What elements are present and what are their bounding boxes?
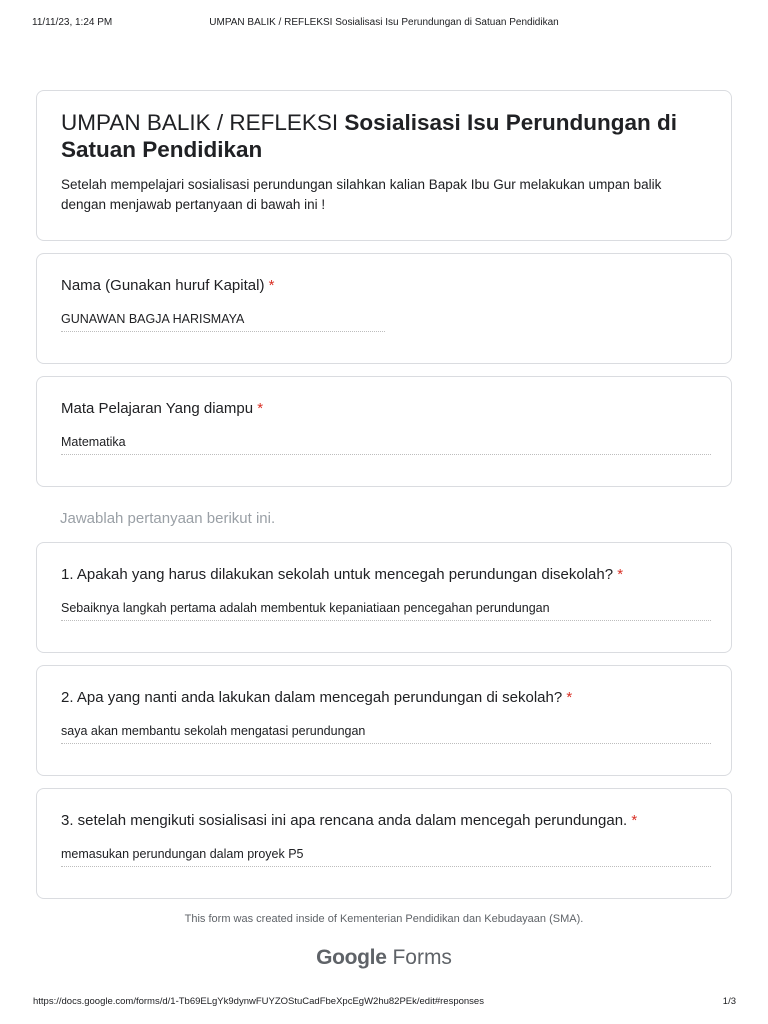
form-title: [61, 109, 707, 163]
print-url: https://docs.google.com/forms/d/1-Tb69ELgYk9dynwFUYZOStuCadFbeXpcEgW2hu82PEk/edit#responses: [33, 996, 484, 1007]
answer-field-q1[interactable]: Sebaiknya langkah pertama adalah membentuk kepaniatiaan pencegahan perundungan: [61, 599, 711, 621]
answer-field-q2[interactable]: saya akan membantu sekolah mengatasi perundungan: [61, 722, 711, 744]
required-asterisk: *: [566, 689, 573, 706]
answer-field-nama[interactable]: GUNAWAN BAGJA HARISMAYA: [61, 310, 385, 332]
question-label: Mata Pelajaran Yang diampu *: [61, 400, 264, 417]
question-label: Nama (Gunakan huruf Kapital) *: [61, 277, 275, 294]
google-logo-text: Google: [316, 946, 387, 969]
form-description-line: Setelah mempelajari sosialisasi perundungan silahkan kalian Bapak Ibu Gur melakukan umpan balik: [61, 177, 662, 192]
section-description: Jawablah pertanyaan berikut ini.: [60, 510, 276, 527]
question-card-2: [36, 665, 732, 776]
forms-logo-text: Forms: [392, 946, 452, 969]
question-label: 1. Apakah yang harus dilakukan sekolah untuk mencegah perundungan disekolah? *: [61, 566, 624, 583]
print-page-title: UMPAN BALIK / REFLEKSI Sosialisasi Isu Perundungan di Satuan Pendidikan: [209, 17, 559, 28]
form-description: [61, 175, 707, 215]
print-header: [0, 17, 768, 31]
question-label: 2. Apa yang nanti anda lakukan dalam mencegah perundungan di sekolah? *: [61, 689, 573, 706]
form-title-main: Sosialisasi Isu Perundungan di Satuan Pendidikan: [61, 110, 677, 162]
form-title-prefix: UMPAN BALIK / REFLEKSI: [61, 110, 345, 135]
question-card-3: [36, 788, 732, 899]
print-page-number: 1/3: [722, 996, 736, 1007]
required-asterisk: *: [257, 400, 264, 417]
question-label: 3. setelah mengikuti sosialisasi ini apa rencana anda dalam mencegah perundungan. *: [61, 812, 638, 829]
answer-field-q3[interactable]: memasukan perundungan dalam proyek P5: [61, 845, 711, 867]
answer-field-mata-pelajaran[interactable]: Matematika: [61, 433, 711, 455]
form-created-note: This form was created inside of Kementerian Pendidikan dan Kebudayaan (SMA).: [184, 913, 584, 925]
required-asterisk: *: [617, 566, 624, 583]
required-asterisk: *: [631, 812, 638, 829]
question-card-mata-pelajaran: [36, 376, 732, 487]
question-card-1: [36, 542, 732, 653]
form-header-card: [36, 90, 732, 241]
question-card-nama: [36, 253, 732, 364]
required-asterisk: *: [268, 277, 275, 294]
print-datetime: 11/11/23, 1:24 PM: [32, 17, 113, 28]
google-forms-logo[interactable]: [0, 946, 768, 970]
form-description-line: dengan menjawab pertanyaan di bawah ini !: [61, 197, 326, 212]
